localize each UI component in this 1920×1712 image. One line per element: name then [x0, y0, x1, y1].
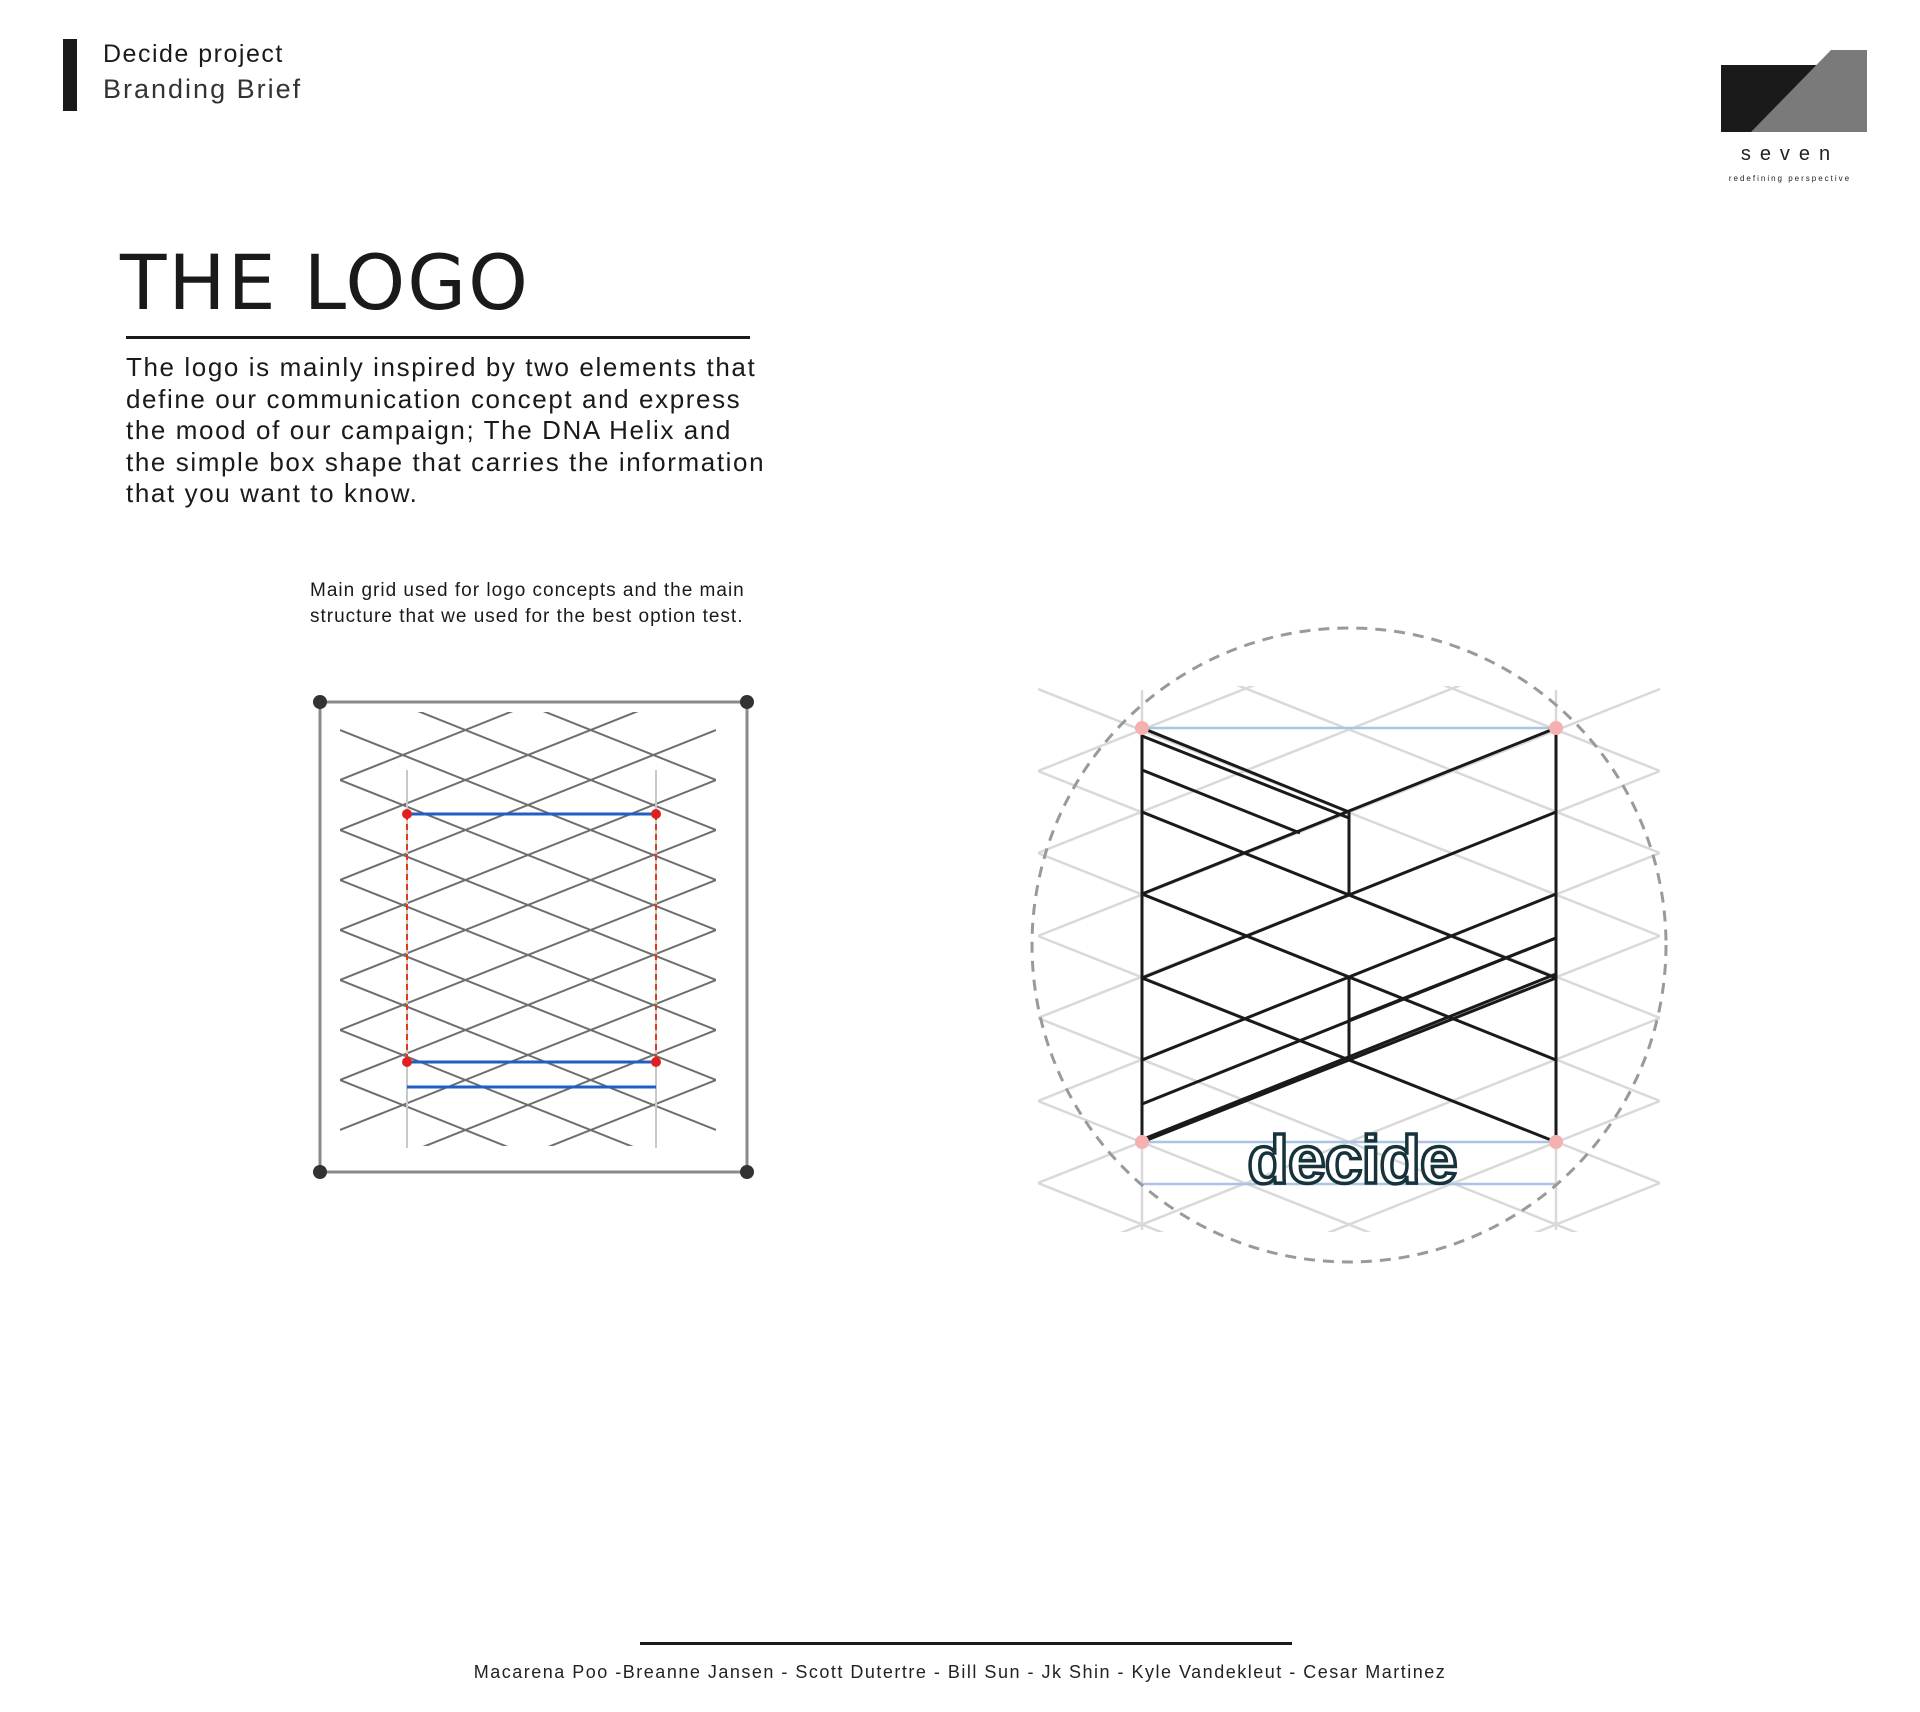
decide-wordmark: decide: [1247, 1122, 1457, 1198]
intro-paragraph: The logo is mainly inspired by two elements that define our communication concept and express the mood of our campaign; The DNA Helix and the simple box shape that carries the information that you want to know.: [126, 352, 766, 508]
team-credits: Macarena Poo -Breanne Jansen - Scott Dutertre - Bill Sun - Jk Shin - Kyle Vandekleut - Cesar Martinez: [473, 1662, 1447, 1682]
brand-tagline: redefining perspective: [1728, 174, 1852, 183]
logo-marker: [1135, 721, 1149, 735]
footer-divider: [640, 1642, 1292, 1645]
logo-marker: [1549, 1135, 1563, 1149]
page-title: THE LOGO: [120, 238, 530, 327]
logo-marker: [1135, 1135, 1149, 1149]
project-name: Decide project: [103, 40, 284, 68]
grid-caption: Main grid used for logo concepts and the main structure that we used for the best option test.: [310, 580, 745, 627]
brand-name: seven: [1740, 143, 1840, 165]
document-title: Branding Brief: [103, 74, 303, 104]
logo-marker: [1549, 721, 1563, 735]
decide-logo-mark: [1142, 728, 1556, 1142]
